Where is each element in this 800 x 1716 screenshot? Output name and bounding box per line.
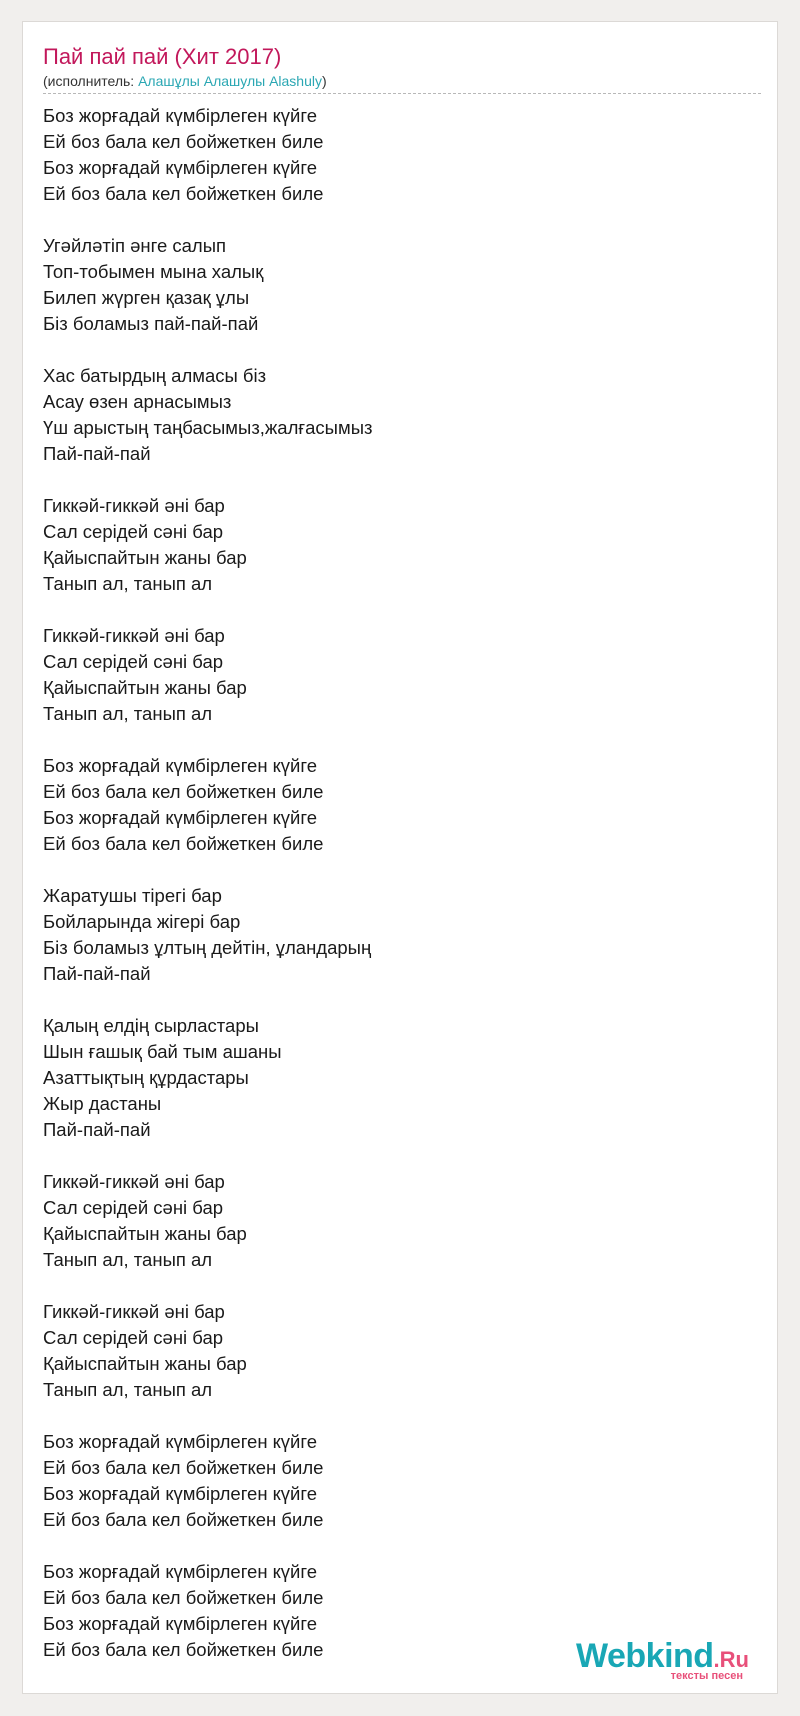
lyric-line: Бойларында жігері бар (43, 911, 241, 932)
site-logo[interactable] (576, 1637, 749, 1682)
lyric-line: Боз жорғадай күмбірлеген күйге (43, 807, 317, 828)
lyric-line: Қалың елдің сырластары (43, 1015, 259, 1036)
lyrics-stanza (43, 1299, 743, 1403)
lyric-line: Ей боз бала кел бойжеткен биле (43, 1457, 324, 1478)
lyric-line: Танып ал, танып ал (43, 573, 213, 594)
lyric-line: Қайыспайтын жаны бар (43, 677, 247, 698)
lyric-line: Ей боз бала кел бойжеткен биле (43, 833, 324, 854)
lyric-line: Жыр дастаны (43, 1093, 162, 1114)
lyric-line: Сал серідей сәні бар (43, 1197, 224, 1218)
lyric-line: Гиккәй-гиккәй әні бар (43, 495, 225, 516)
lyric-line: Ей боз бала кел бойжеткен биле (43, 1587, 324, 1608)
lyric-line: Хас батырдың алмасы біз (43, 365, 267, 386)
lyric-line: Біз боламыз ұлтың дейтін, ұландарың (43, 937, 372, 958)
lyric-line: Ей боз бала кел бойжеткен биле (43, 131, 324, 152)
logo-wordmark: Webkind (576, 1637, 714, 1675)
logo-tld: .Ru (713, 1647, 749, 1672)
lyrics-stanza (43, 1013, 743, 1143)
lyric-line: Боз жорғадай күмбірлеген күйге (43, 1483, 317, 1504)
lyric-line: Ей боз бала кел бойжеткен биле (43, 1509, 324, 1530)
lyric-line: Асау өзен арнасымыз (43, 391, 232, 412)
lyric-line: Танып ал, танып ал (43, 703, 213, 724)
lyric-line: Топ-тобымен мына халық (43, 261, 264, 282)
lyric-line: Пай-пай-пай (43, 443, 151, 464)
lyric-line: Боз жорғадай күмбірлеген күйге (43, 1431, 317, 1452)
song-title: Пай пай пай (Хит 2017) (43, 44, 282, 69)
lyric-line: Танып ал, танып ал (43, 1379, 213, 1400)
lyric-line: Қайыспайтын жаны бар (43, 547, 247, 568)
artist-suffix: ) (322, 73, 327, 89)
lyric-line: Боз жорғадай күмбірлеген күйге (43, 1613, 317, 1634)
lyrics-stanza (43, 753, 743, 857)
lyric-line: Шын ғашық бай тым ашаны (43, 1041, 282, 1062)
lyric-line: Гиккәй-гиккәй әні бар (43, 1301, 225, 1322)
header-divider (43, 93, 761, 94)
lyrics-card (22, 21, 778, 1694)
lyric-line: Жаратушы тірегі бар (43, 885, 222, 906)
lyric-line: Сал серідей сәні бар (43, 521, 224, 542)
lyric-line: Қайыспайтын жаны бар (43, 1353, 247, 1374)
lyrics-stanza (43, 493, 743, 597)
lyric-line: Сал серідей сәні бар (43, 651, 224, 672)
lyrics-stanza (43, 1429, 743, 1533)
lyric-line: Танып ал, танып ал (43, 1249, 213, 1270)
lyric-line: Боз жорғадай күмбірлеген күйге (43, 1561, 317, 1582)
artist-line (43, 73, 327, 89)
lyric-line: Пай-пай-пай (43, 1119, 151, 1140)
lyric-line: Боз жорғадай күмбірлеген күйге (43, 755, 317, 776)
lyric-line: Қайыспайтын жаны бар (43, 1223, 247, 1244)
logo-tagline: тексты песен (670, 1670, 743, 1682)
lyric-line: Гиккәй-гиккәй әні бар (43, 625, 225, 646)
lyric-line: Боз жорғадай күмбірлеген күйге (43, 157, 317, 178)
lyric-line: Билеп жүрген қазақ ұлы (43, 287, 250, 308)
lyrics-stanza (43, 1169, 743, 1273)
lyric-line: Ей боз бала кел бойжеткен биле (43, 1639, 324, 1660)
lyric-line: Угәйләтіп әнге салып (43, 235, 227, 256)
artist-link[interactable]: Алашұлы Алашулы Alashuly (138, 73, 322, 89)
lyrics-stanza (43, 233, 743, 337)
lyric-line: Ей боз бала кел бойжеткен биле (43, 781, 324, 802)
lyrics-stanza (43, 363, 743, 467)
lyric-line: Пай-пай-пай (43, 963, 151, 984)
lyrics-stanza (43, 103, 743, 207)
lyrics-body (43, 103, 743, 1689)
lyrics-stanza (43, 623, 743, 727)
artist-prefix: (исполнитель: (43, 73, 139, 89)
lyrics-stanza (43, 883, 743, 987)
lyric-line: Үш арыстың таңбасымыз,жалғасымыз (43, 417, 373, 438)
lyric-line: Боз жорғадай күмбірлеген күйге (43, 105, 317, 126)
lyric-line: Азаттықтың құрдастары (43, 1067, 249, 1088)
lyric-line: Біз боламыз пай-пай-пай (43, 313, 259, 334)
lyric-line: Ей боз бала кел бойжеткен биле (43, 183, 324, 204)
lyric-line: Гиккәй-гиккәй әні бар (43, 1171, 225, 1192)
lyric-line: Сал серідей сәні бар (43, 1327, 224, 1348)
